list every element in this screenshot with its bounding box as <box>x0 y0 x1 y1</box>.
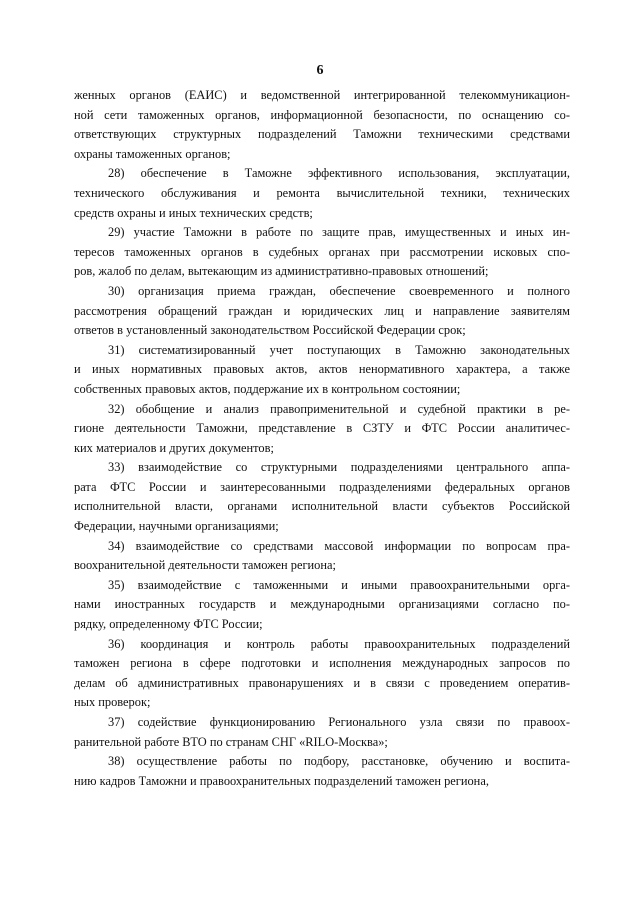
text-line: 29) участие Таможни в работе по защите прав, имущественных и иных ин- <box>108 225 570 240</box>
text-line: женных органов (ЕАИС) и ведомственной интегрированной телекоммуникацион- <box>74 88 570 102</box>
text-line: ной сети таможенных органов, информационной безопасности, по оснащению со- <box>74 107 570 122</box>
text-line: собственных правовых актов, поддержание их в контрольном состоянии; <box>74 381 461 396</box>
text-line: 33) взаимодействие со структурными подразделениями центрального аппа- <box>108 460 570 475</box>
text-line: охраны таможенных органов; <box>74 146 231 161</box>
text-line: ранительной работе ВТО по странам СНГ «RILO-Москва»; <box>74 734 388 749</box>
paragraph-p30 <box>74 282 570 341</box>
text-line: 34) взаимодействие со средствами массовой информации по вопросам пра- <box>108 538 570 553</box>
text-line: исполнительной власти, органами исполнительной власти субъектов Российской <box>74 499 570 514</box>
text-line: ответствующих структурных подразделений Таможни техническими средствами <box>74 127 570 142</box>
text-line: 28) обеспечение в Таможне эффективного использования, эксплуатации, <box>108 166 570 181</box>
paragraph-p34 <box>74 537 570 576</box>
text-line: средств охраны и иных технических средств; <box>74 205 313 220</box>
text-line: ответов в установленный законодательством Российской Федерации срок; <box>74 323 466 338</box>
text-line: технического обслуживания и ремонта вычислительной техники, технических <box>74 185 570 200</box>
page-number: 6 <box>316 63 324 78</box>
text-line: рассмотрения обращений граждан и юридических лиц и направление заявителям <box>74 303 570 318</box>
text-line: ных проверок; <box>74 695 151 710</box>
text-line: Федерации, научными организациями; <box>74 519 279 534</box>
paragraph-p32 <box>74 400 570 459</box>
text-line: воохранительной деятельности таможен региона; <box>74 558 336 573</box>
text-line: рата ФТС России и заинтересованными подразделениями федеральных органов <box>74 479 570 494</box>
paragraph-p35 <box>74 576 570 635</box>
paragraph-p29 <box>74 223 570 282</box>
paragraph-p31 <box>74 341 570 400</box>
text-line: тересов таможенных органов в судебных органах при рассмотрении исковых спо- <box>74 244 570 259</box>
paragraph-p38 <box>74 752 570 791</box>
text-line: ких материалов и других документов; <box>74 440 274 455</box>
text-line: нами иностранных государств и международными организациями согласно по- <box>74 597 570 612</box>
text-line: 38) осуществление работы по подбору, расстановке, обучению и воспита- <box>108 754 570 769</box>
text-line: гионе деятельности Таможни, представление в СЗТУ и ФТС России аналитичес- <box>74 421 570 436</box>
document-body <box>74 86 570 791</box>
text-line: нию кадров Таможни и правоохранительных подразделений таможен региона, <box>74 773 489 788</box>
text-line: 31) систематизированный учет поступающих в Таможню законодательных <box>108 342 570 357</box>
paragraph-p33 <box>74 458 570 536</box>
text-line: 35) взаимодействие с таможенными и иными правоохранительными орга- <box>108 577 570 592</box>
text-line: рядку, определенному ФТС России; <box>74 617 263 632</box>
text-line: 36) координация и контроль работы правоохранительных подразделений <box>108 636 570 651</box>
text-line: 37) содействие функционированию Регионального узла связи по правоох- <box>108 715 570 729</box>
paragraph-p28 <box>74 164 570 223</box>
paragraph-cont <box>74 86 570 164</box>
text-line: 32) обобщение и анализ правоприменительной и судебной практики в ре- <box>108 401 570 416</box>
paragraph-p37 <box>74 713 570 752</box>
text-line: 30) организация приема граждан, обеспечение своевременного и полного <box>108 283 570 298</box>
text-line: таможен региона в сфере подготовки и исполнения международных запросов по <box>74 656 570 671</box>
text-line: и иных нормативных правовых актов, актов ненормативного характера, а также <box>74 362 570 377</box>
paragraph-p36 <box>74 635 570 713</box>
text-line: ров, жалоб по делам, вытекающим из административно-правовых отношений; <box>74 264 489 279</box>
text-line: делам об административных правонарушениях и в связи с проведением оператив- <box>74 675 570 690</box>
